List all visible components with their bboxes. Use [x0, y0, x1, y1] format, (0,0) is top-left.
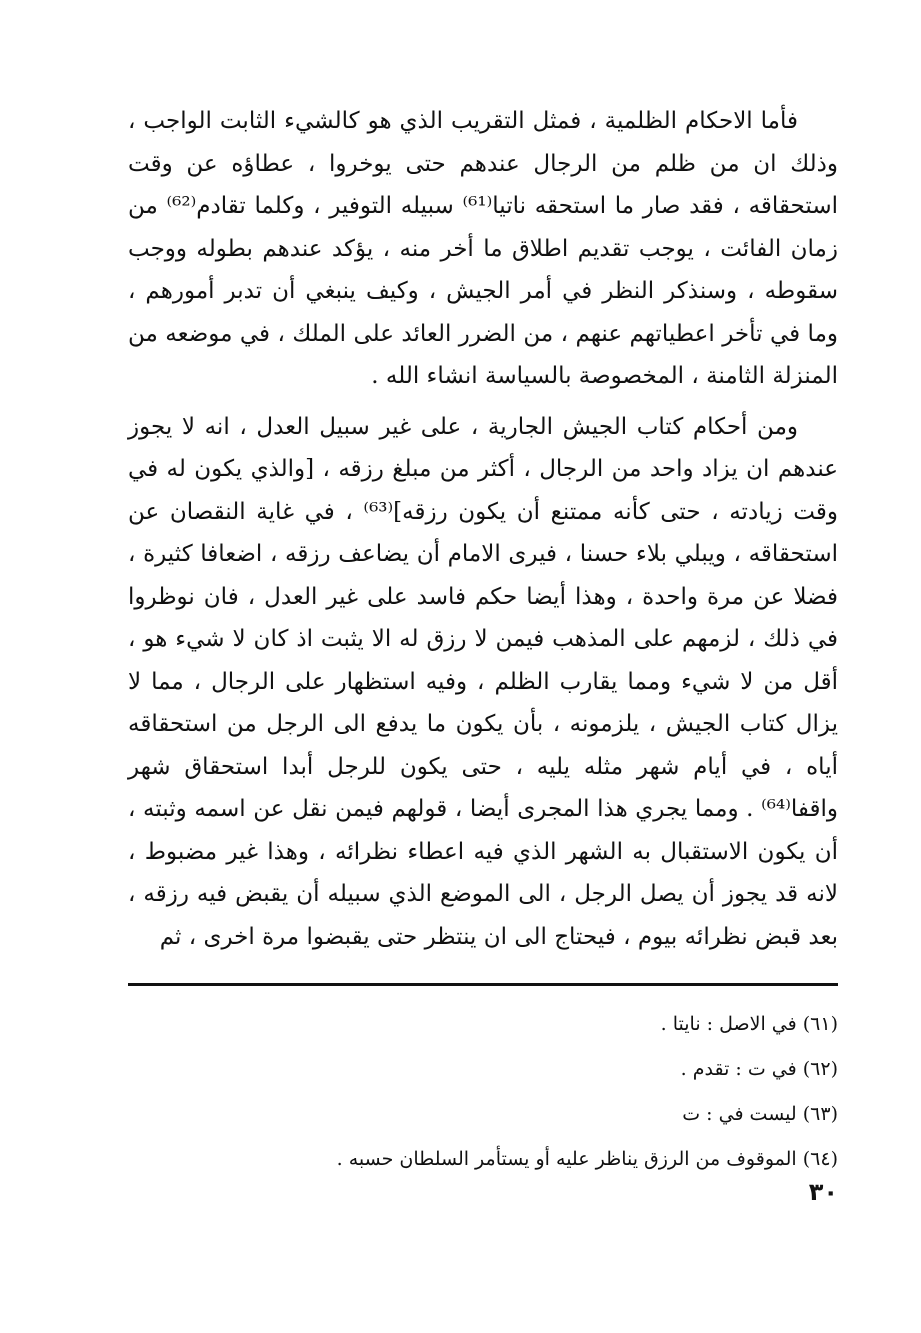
paragraph-1: فأما الاحكام الظلمية ، فمثل التقريب الذي هو كالشيء الثابت الواجب ، وذلك ان من ظلم من الرجال عندهم حتى يوخروا ، عطاؤه عن وقت استحقاقه ، فقد صار ما استحقه ناتيا⁽⁶¹⁾ سبيله التوفير ، وكلما تقادم⁽⁶²⁾ من زمان الفائت ، يوجب تقديم اطلاق ما أخر منه ، يؤكد عندهم بطوله ووجب سقوطه ، وسنذكر النظر في أمر الجيش ، وكيف ينبغي أن تدبر أمورهم ، وما في تأخر اعطياتهم عنهم ، من الضرر العائد على الملك ، في موضعه من المنزلة الثامنة ، المخصوصة بالسياسة انشاء الله .	[128, 108, 838, 389]
footnote-64: (٦٤) الموقوف من الرزق يناظر عليه أو يستأمر السلطان حسبه .	[336, 1148, 838, 1170]
footnote-62: (٦٢) في ت : تقدم .	[680, 1058, 838, 1080]
footnotes-list	[128, 1002, 838, 1182]
footnote-63: (٦٣) ليست في : ت	[682, 1103, 838, 1125]
paragraph-2: ومن أحكام كتاب الجيش الجارية ، على غير سبيل العدل ، انه لا يجوز عندهم ان يزاد واحد من الرجال ، أكثر من مبلغ رزقه ، [والذي يكون له في وقت زيادته ، حتى كأنه ممتنع أن يكون رزقه]⁽⁶³⁾ ، في غاية النقصان عن استحقاقه ، ويبلي بلاء حسنا ، فيرى الامام أن يضاعف رزقه ، اضعافا كثيرة ، فضلا عن مرة واحدة ، وهذا أيضا حكم فاسد على غير العدل ، فان نوظروا في ذلك ، لزمهم على المذهب فيمن لا رزق له الا يثبت اذ كان لا شيء هو ، أقل من لا شيء ومما يقارب الظلم ، وفيه استظهار على الرجال ، مما لا يزال كتاب الجيش ، يلزمونه ، بأن يكون ما يدفع الى الرجل من استحقاقه أياه ، في أيام شهر مثله يليه ، حتى يكون للرجل أبدا استحقاق شهر واقفا⁽⁶⁴⁾ . ومما يجري هذا المجرى أيضا ، قولهم فيمن نقل عن اسمه وثبته ، أن يكون الاستقبال به الشهر الذي فيه اعطاء نظرائه ، وهذا غير مضبوط ، لانه قد يجوز أن يصل الرجل ، الى الموضع الذي سبيله أن يقبض فيه رزقه ، بعد قبض نظرائه بيوم ، فيحتاج الى ان ينتظر حتى يقبضوا مرة اخرى ، ثم	[128, 413, 838, 950]
footnote-divider	[128, 983, 838, 986]
page-number: ٣٠	[808, 1178, 838, 1206]
footnote-61: (٦١) في الاصل : نايتا .	[660, 1013, 838, 1035]
main-text	[128, 100, 838, 958]
